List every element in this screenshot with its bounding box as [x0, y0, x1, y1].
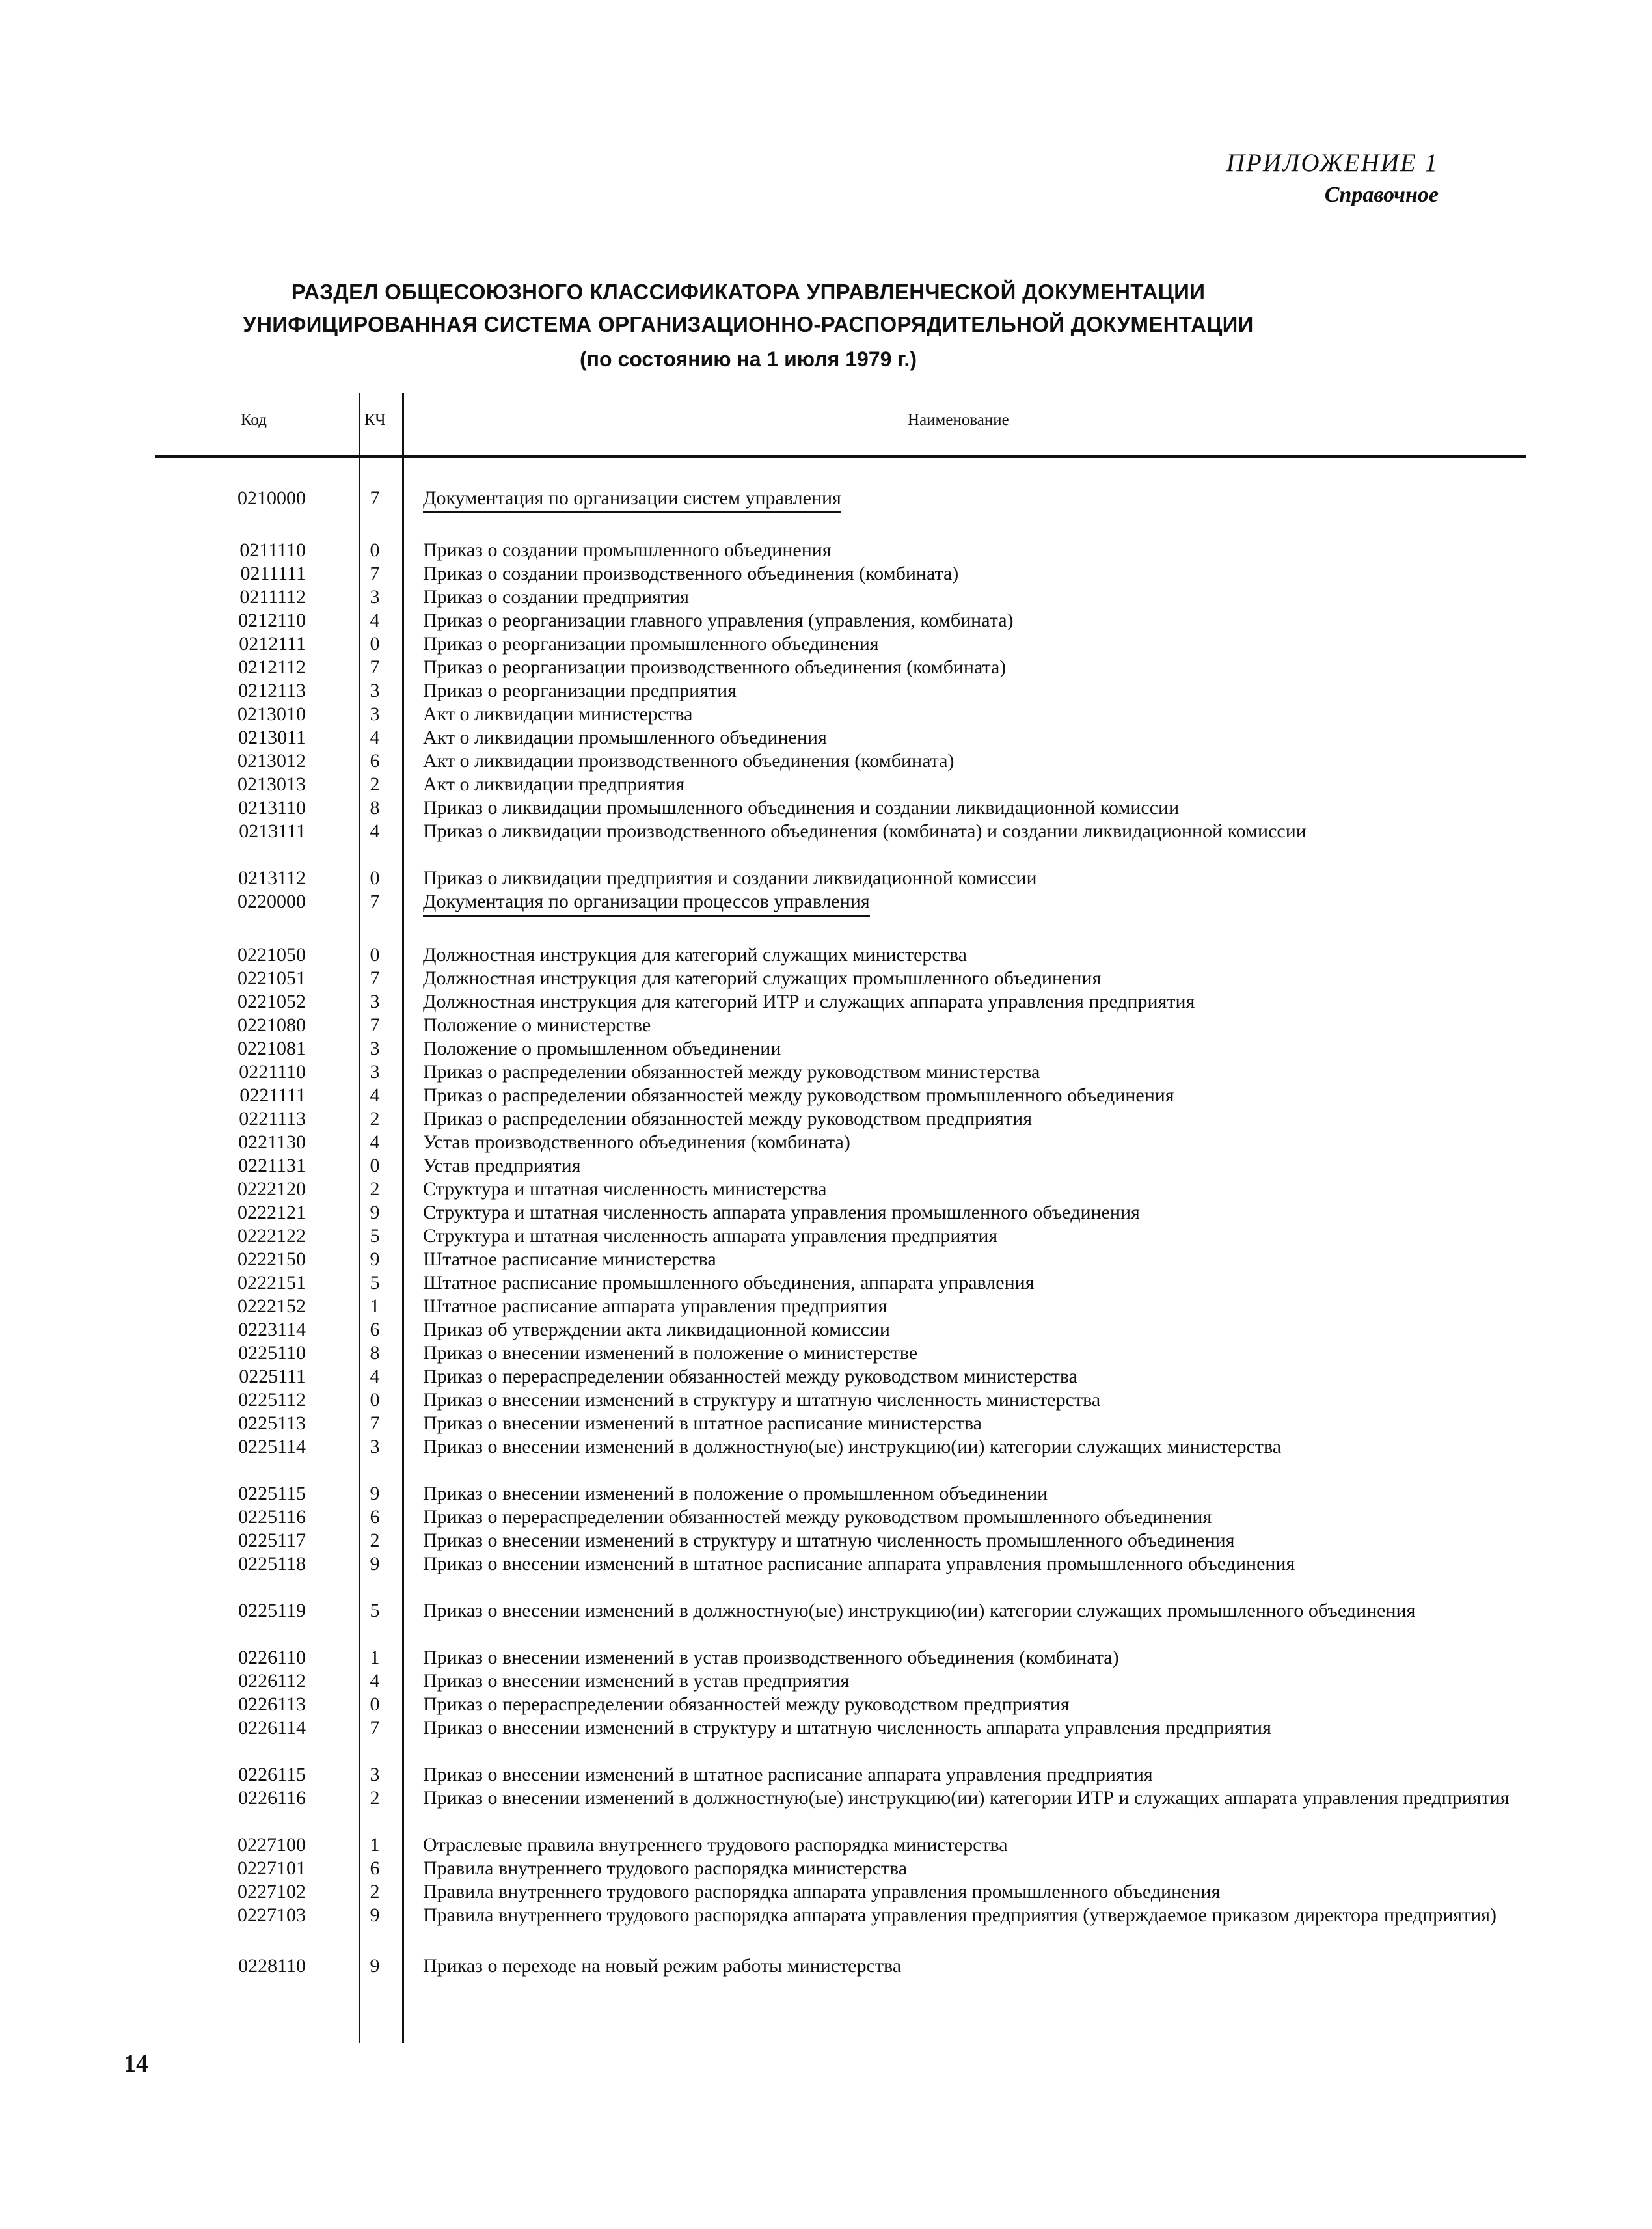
row-name: Приказ о реорганизации главного управления (управления, комбината) — [423, 610, 1014, 631]
row-kc: 0 — [370, 944, 380, 966]
row-code: 0211112 — [239, 586, 306, 608]
row-kc: 3 — [370, 1061, 380, 1083]
row-name: Приказ о распределении обязанностей между руководством предприятия — [423, 1108, 1032, 1129]
row-code: 0225116 — [238, 1506, 306, 1528]
row-kc: 7 — [370, 1014, 380, 1036]
row-kc: 3 — [370, 586, 380, 608]
row-code: 0225115 — [238, 1483, 306, 1504]
row-code: 0221050 — [237, 944, 306, 966]
row-kc: 2 — [370, 1881, 380, 1902]
row-name: Должностная инструкция для категорий служащих промышленного объединения — [423, 967, 1102, 989]
row-name: Штатное расписание министерства — [423, 1249, 716, 1270]
row-kc: 5 — [370, 1600, 380, 1621]
row-kc: 0 — [370, 1694, 380, 1715]
row-code: 0227103 — [237, 1904, 306, 1926]
row-code: 0212113 — [238, 680, 306, 701]
row-code: 0213112 — [238, 867, 306, 889]
row-code: 0212111 — [239, 633, 306, 655]
row-kc: 1 — [370, 1834, 380, 1856]
row-kc: 0 — [370, 1389, 380, 1411]
row-code: 0221111 — [239, 1085, 306, 1106]
row-kc: 0 — [370, 539, 380, 561]
row-kc: 4 — [370, 727, 380, 748]
row-name: Приказ о ликвидации промышленного объединения и создании ликвидационной комиссии — [423, 797, 1180, 818]
row-code: 0221131 — [238, 1155, 306, 1176]
row-name: Структура и штатная численность министерства — [423, 1178, 827, 1200]
appendix-number: ПРИЛОЖЕНИЕ 1 — [1226, 149, 1439, 177]
row-code: 0223114 — [238, 1319, 306, 1340]
row-code: 0213013 — [237, 774, 306, 795]
row-code: 0222121 — [237, 1202, 306, 1223]
row-name: Акт о ликвидации предприятия — [423, 774, 685, 795]
row-code: 0226113 — [238, 1694, 306, 1715]
row-kc: 1 — [370, 1647, 380, 1668]
row-kc: 8 — [370, 797, 380, 818]
row-code: 0227101 — [237, 1858, 306, 1879]
row-code: 0227102 — [237, 1881, 306, 1902]
row-name: Приказ о распределении обязанностей между руководством министерства — [423, 1061, 1040, 1083]
row-name: Приказ о распределении обязанностей между руководством промышленного объединения — [423, 1085, 1174, 1106]
row-code: 0212112 — [238, 656, 306, 678]
row-kc: 9 — [370, 1955, 380, 1977]
row-name: Приказ о внесении изменений в положение о промышленном объединении — [423, 1483, 1048, 1504]
row-code: 0212110 — [238, 610, 306, 631]
row-code: 0221110 — [239, 1061, 306, 1083]
row-kc: 3 — [370, 680, 380, 701]
row-name: Акт о ликвидации производственного объединения (комбината) — [423, 750, 955, 772]
row-code: 0221080 — [237, 1014, 306, 1036]
row-name: Приказ о перераспределении обязанностей между руководством предприятия — [423, 1694, 1070, 1715]
row-name: Приказ о перераспределении обязанностей между руководством промышленного объединения — [423, 1506, 1212, 1528]
row-kc: 0 — [370, 633, 380, 655]
row-name: Приказ о внесении изменений в структуру и штатную численность аппарата управления предприятия — [423, 1717, 1271, 1738]
row-name: Акт о ликвидации министерства — [423, 703, 693, 725]
row-name: Приказ о создании производственного объединения (комбината) — [423, 563, 959, 584]
row-name: Правила внутреннего трудового распорядка аппарата управления промышленного объединения — [423, 1881, 1221, 1902]
row-code: 0220000 — [237, 891, 306, 912]
row-code: 0221051 — [237, 967, 306, 989]
row-kc: 4 — [370, 1085, 380, 1106]
row-name: Правила внутреннего трудового распорядка министерства — [423, 1858, 908, 1879]
row-kc: 4 — [370, 1131, 380, 1153]
row-name: Приказ о ликвидации предприятия и создании ликвидационной комиссии — [423, 867, 1037, 889]
row-name: Правила внутреннего трудового распорядка аппарата управления предприятия (утверждаемое приказом директора предприятия) — [423, 1904, 1497, 1926]
row-code: 0222150 — [237, 1249, 306, 1270]
row-code: 0225114 — [238, 1436, 306, 1457]
row-code: 0225117 — [238, 1530, 306, 1551]
row-name: Приказ о внесении изменений в штатное расписание министерства — [423, 1412, 982, 1434]
row-code: 0222122 — [237, 1225, 306, 1247]
row-kc: 3 — [370, 1436, 380, 1457]
row-code: 0210000 — [237, 487, 306, 509]
row-kc: 4 — [370, 820, 380, 842]
row-code: 0225119 — [238, 1600, 306, 1621]
row-kc: 5 — [370, 1272, 380, 1293]
row-kc: 3 — [370, 703, 380, 725]
row-code: 0225112 — [238, 1389, 306, 1411]
row-name: Приказ о внесении изменений в устав производственного объединения (комбината) — [423, 1647, 1119, 1668]
row-kc: 0 — [370, 1155, 380, 1176]
row-name: Положение о промышленном объединении — [423, 1038, 781, 1059]
row-code: 0227100 — [237, 1834, 306, 1856]
row-kc: 6 — [370, 750, 380, 772]
row-name — [423, 487, 1526, 510]
row-code: 0213012 — [237, 750, 306, 772]
row-kc: 2 — [370, 1530, 380, 1551]
row-name: Приказ о реорганизации предприятия — [423, 680, 737, 701]
row-code: 0226112 — [238, 1670, 306, 1692]
row-kc: 7 — [370, 656, 380, 678]
row-code: 0226114 — [238, 1717, 306, 1738]
row-name: Должностная инструкция для категорий ИТР и служащих аппарата управления предприятия — [423, 991, 1195, 1012]
row-kc: 4 — [370, 610, 380, 631]
row-code: 0221113 — [239, 1108, 306, 1129]
title-line-2: УНИФИЦИРОВАННАЯ СИСТЕМА ОРГАНИЗАЦИОННО-РАСПОРЯДИТЕЛЬНОЙ ДОКУМЕНТАЦИИ — [243, 312, 1254, 336]
row-code: 0222152 — [237, 1295, 306, 1317]
row-name: Штатное расписание аппарата управления предприятия — [423, 1295, 887, 1317]
row-kc: 9 — [370, 1904, 380, 1926]
row-code: 0226110 — [238, 1647, 306, 1668]
row-kc: 6 — [370, 1858, 380, 1879]
row-code: 0226115 — [238, 1764, 306, 1785]
row-name: Приказ о внесении изменений в должностную(ые) инструкцию(ии) категории ИТР и служащих аппарата управления предприятия — [423, 1787, 1510, 1809]
row-name: Акт о ликвидации промышленного объединения — [423, 727, 827, 748]
row-kc: 1 — [370, 1295, 380, 1317]
row-name: Отраслевые правила внутреннего трудового распорядка министерства — [423, 1834, 1008, 1856]
row-code: 0225118 — [238, 1553, 306, 1574]
row-name: Должностная инструкция для категорий служащих министерства — [423, 944, 967, 966]
row-kc: 7 — [370, 967, 380, 989]
row-kc: 8 — [370, 1342, 380, 1364]
row-kc: 9 — [370, 1202, 380, 1223]
row-kc: 2 — [370, 1178, 380, 1200]
title-subtitle: (по состоянию на 1 июля 1979 г.) — [580, 347, 917, 371]
row-name: Положение о министерстве — [423, 1014, 651, 1036]
row-name: Структура и штатная численность аппарата управления предприятия — [423, 1225, 998, 1247]
header-kc: КЧ — [364, 411, 386, 429]
section-heading: Документация по организации систем управления — [423, 487, 841, 513]
row-name: Приказ о ликвидации производственного объединения (комбината) и создании ликвидационной комиссии — [423, 820, 1307, 842]
row-kc: 3 — [370, 1038, 380, 1059]
row-name: Приказ о внесении изменений в штатное расписание аппарата управления предприятия — [423, 1764, 1153, 1785]
row-code: 0225110 — [238, 1342, 306, 1364]
section-heading: Документация по организации процессов управления — [423, 891, 870, 917]
row-code: 0213111 — [239, 820, 306, 842]
row-kc: 2 — [370, 1108, 380, 1129]
row-name: Приказ о создании предприятия — [423, 586, 689, 608]
row-code: 0225111 — [239, 1366, 306, 1387]
row-kc: 6 — [370, 1319, 380, 1340]
appendix-type: Справочное — [1324, 183, 1439, 207]
row-kc: 7 — [370, 1717, 380, 1738]
row-code: 0213110 — [238, 797, 306, 818]
row-code: 0222151 — [237, 1272, 306, 1293]
row-name: Приказ о переходе на новый режим работы министерства — [423, 1955, 902, 1977]
row-code: 0228110 — [238, 1955, 306, 1977]
row-name: Устав производственного объединения (комбината) — [423, 1131, 850, 1153]
row-code: 0211111 — [240, 563, 306, 584]
row-name: Штатное расписание промышленного объединения, аппарата управления — [423, 1272, 1035, 1293]
row-code: 0221052 — [237, 991, 306, 1012]
row-code: 0213010 — [237, 703, 306, 725]
row-kc: 7 — [370, 563, 380, 584]
row-name: Приказ о внесении изменений в должностную(ые) инструкцию(ии) категории служащих промышленного объединения — [423, 1600, 1416, 1621]
row-kc: 9 — [370, 1483, 380, 1504]
row-code: 0226116 — [238, 1787, 306, 1809]
row-code: 0211110 — [239, 539, 306, 561]
row-kc: 6 — [370, 1506, 380, 1528]
row-kc: 0 — [370, 867, 380, 889]
header-code: Код — [241, 411, 267, 429]
row-name: Приказ о перераспределении обязанностей между руководством министерства — [423, 1366, 1077, 1387]
row-kc: 9 — [370, 1249, 380, 1270]
row-kc: 7 — [370, 1412, 380, 1434]
row-kc: 2 — [370, 774, 380, 795]
row-code: 0222120 — [237, 1178, 306, 1200]
row-code: 0213011 — [238, 727, 306, 748]
row-name: Приказ о реорганизации производственного объединения (комбината) — [423, 656, 1007, 678]
row-kc: 7 — [370, 891, 380, 912]
row-name: Приказ о внесении изменений в структуру и штатную численность министерства — [423, 1389, 1101, 1411]
row-name: Приказ о внесении изменений в должностную(ые) инструкцию(ии) категории служащих министерства — [423, 1436, 1282, 1457]
row-kc: 9 — [370, 1553, 380, 1574]
row-kc: 4 — [370, 1670, 380, 1692]
row-name: Приказ о внесении изменений в штатное расписание аппарата управления промышленного объединения — [423, 1553, 1295, 1574]
row-name: Устав предприятия — [423, 1155, 581, 1176]
row-name: Приказ о создании промышленного объединения — [423, 539, 832, 561]
row-kc: 7 — [370, 487, 380, 509]
row-name: Структура и штатная численность аппарата управления промышленного объединения — [423, 1202, 1140, 1223]
header-name: Наименование — [908, 411, 1009, 429]
row-code: 0221081 — [237, 1038, 306, 1059]
row-name: Приказ о реорганизации промышленного объединения — [423, 633, 879, 655]
title-line-1: РАЗДЕЛ ОБЩЕСОЮЗНОГО КЛАССИФИКАТОРА УПРАВЛЕНЧЕСКОЙ ДОКУМЕНТАЦИИ — [291, 280, 1206, 304]
row-name: Приказ о внесении изменений в структуру и штатную численность промышленного объединения — [423, 1530, 1235, 1551]
page-number: 14 — [124, 2050, 148, 2077]
row-kc: 2 — [370, 1787, 380, 1809]
row-name — [423, 890, 1526, 913]
row-kc: 3 — [370, 991, 380, 1012]
row-code: 0225113 — [238, 1412, 306, 1434]
row-kc: 5 — [370, 1225, 380, 1247]
row-name: Приказ о внесении изменений в устав предприятия — [423, 1670, 850, 1692]
row-kc: 3 — [370, 1764, 380, 1785]
row-kc: 4 — [370, 1366, 380, 1387]
row-name: Приказ об утверждении акта ликвидационной комиссии — [423, 1319, 890, 1340]
row-name: Приказ о внесении изменений в положение о министерстве — [423, 1342, 918, 1364]
row-code: 0221130 — [238, 1131, 306, 1153]
